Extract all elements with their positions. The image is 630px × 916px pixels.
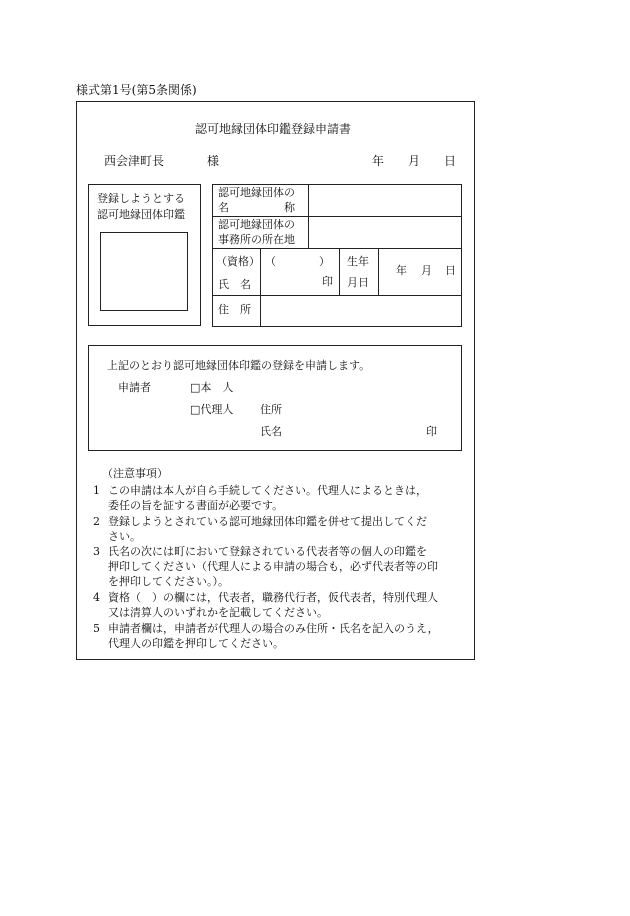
note-line: 代理人の印鑑を押印してください。 xyxy=(108,637,284,650)
note-number: 1 xyxy=(93,484,100,497)
applicant-self-checkbox[interactable]: □本 人 xyxy=(190,381,234,394)
note-line: さい。 xyxy=(108,530,141,543)
org-name-label: 認可地縁団体の xyxy=(218,186,295,199)
form-number: 様式第1号(第5条関係) xyxy=(76,83,197,97)
qualification-label: （資格） xyxy=(216,255,260,268)
org-name-label-2: 名 称 xyxy=(218,201,295,214)
addressee: 西会津町長 xyxy=(104,154,165,168)
representative-field[interactable] xyxy=(261,249,338,295)
birth-date-label-2: 月日 xyxy=(347,276,369,289)
note-number: 4 xyxy=(93,591,100,604)
birth-date-label: 生年 xyxy=(347,255,369,268)
agent-seal-mark: 印 xyxy=(426,425,437,438)
seal-section-label-2: 認可地縁団体印鑑 xyxy=(97,208,185,221)
birth-day-label: 日 xyxy=(445,264,456,277)
honorific: 様 xyxy=(207,154,220,168)
birth-month-label: 月 xyxy=(421,264,432,277)
agent-address-label: 住所 xyxy=(260,403,282,416)
representative-seal-mark: 印 xyxy=(322,275,333,288)
note-line: 資格（ ）の欄には，代表者，職務代行者，仮代表者，特別代理人 xyxy=(108,591,438,604)
org-address-label-2: 事務所の所在地 xyxy=(218,233,295,246)
date-month-label: 月 xyxy=(408,154,421,168)
qualification-paren-open: （ xyxy=(265,255,276,268)
notes-heading: （注意事項） xyxy=(102,467,168,480)
form-title: 認可地縁団体印鑑登録申請書 xyxy=(195,122,352,136)
seal-section-label-1: 登録しようとする xyxy=(97,192,185,205)
org-name-field[interactable] xyxy=(309,185,461,216)
date-year-label: 年 xyxy=(372,154,385,168)
applicant-agent-checkbox[interactable]: □代理人 xyxy=(190,403,234,416)
birth-year-label: 年 xyxy=(396,264,407,277)
table-divider xyxy=(339,248,340,295)
note-line: 氏名の次には町において登録されている代表者等の個人の印鑑を xyxy=(108,545,427,558)
note-line: 押印してください（代理人による申請の場合も，必ず代表者等の印 xyxy=(108,560,438,573)
org-address-field[interactable] xyxy=(309,217,461,248)
note-line: 又は清算人のいずれかを記載してください。 xyxy=(108,606,328,619)
note-line: この申請は本人が自ら手続してください。代理人によるときは， xyxy=(108,484,427,497)
representative-name-label: 氏 名 xyxy=(218,278,251,291)
org-address-label: 認可地縁団体の xyxy=(218,218,295,231)
residence-label: 住 所 xyxy=(218,303,251,316)
note-number: 2 xyxy=(93,515,100,528)
note-line: 委任の旨を証する書面が必要です。 xyxy=(108,499,284,512)
note-line: 登録しようとされている認可地縁団体印鑑を併せて提出してくだ xyxy=(108,515,427,528)
application-statement: 上記のとおり認可地縁団体印鑑の登録を申請します。 xyxy=(107,359,371,372)
seal-impression-box[interactable] xyxy=(100,232,188,311)
note-line: 申請者欄は，申請者が代理人の場合のみ住所・氏名を記入のうえ， xyxy=(108,622,439,635)
table-divider xyxy=(378,248,379,295)
note-line: を押印してください。）。 xyxy=(108,575,229,588)
residence-field[interactable] xyxy=(261,296,461,326)
agent-name-label: 氏名 xyxy=(260,425,282,438)
note-number: 5 xyxy=(93,622,100,635)
date-day-label: 日 xyxy=(444,154,457,168)
note-number: 3 xyxy=(93,545,100,558)
qualification-paren-close: ） xyxy=(319,255,330,268)
applicant-label: 申請者 xyxy=(118,381,151,394)
